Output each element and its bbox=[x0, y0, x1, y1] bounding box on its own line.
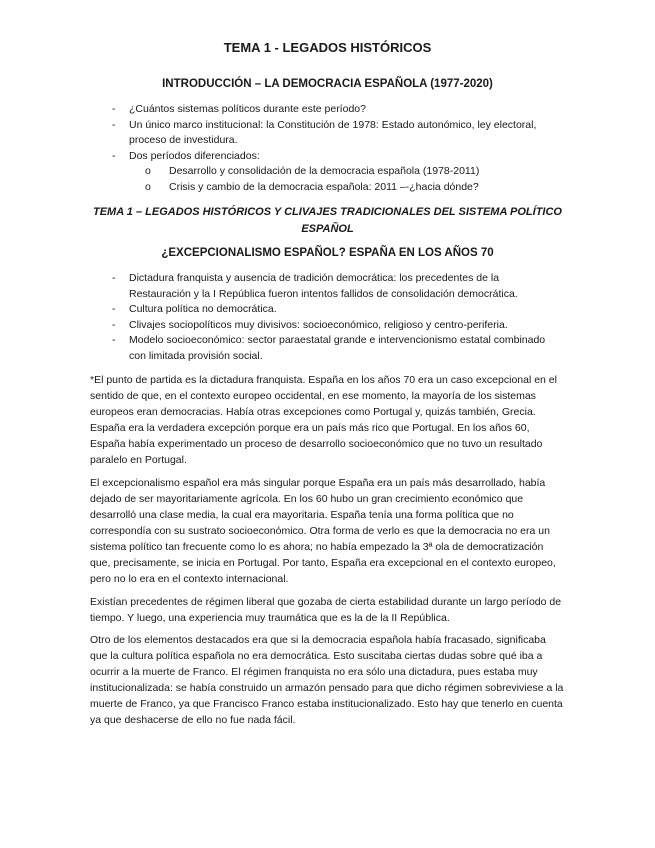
list-item bbox=[0, 149, 559, 196]
list-item-text: ¿Cuántos sistemas políticos durante este período? bbox=[129, 103, 366, 115]
dash-bullet: - bbox=[112, 318, 116, 331]
dash-bullet: - bbox=[112, 272, 116, 284]
list-item bbox=[0, 102, 559, 118]
paragraph: Otro de los elementos destacados era que si la democracia española había fracasado, significaba que la cultura política española no era democrática. Esto suscitaba ciertas dudas sobre qué iba a ocurrir a la muerte de Franco. El régimen franquista no era sólo una dictadura, pues estaba muy institucionalizada: se había construido un armazón pensado para que dicho régimen sobreviviese a la muerte de Franco, ya que Francisco Franco estaba institucionalizado. Esto hay que tenerlo en cuenta ya que deshacerse de ello no fue nada fácil. bbox=[90, 634, 564, 726]
sub-list-item bbox=[145, 180, 559, 196]
list-item-text: Clivajes sociopolíticos muy divisivos: socioeconómico, religioso y centro-periferia. bbox=[129, 318, 508, 331]
list-item bbox=[0, 118, 559, 149]
list-item-text: Dos períodos diferenciados: bbox=[129, 149, 260, 162]
main-list bbox=[0, 271, 559, 364]
document-title: TEMA 1 - LEGADOS HISTÓRICOS bbox=[223, 40, 432, 55]
paragraph: El excepcionalismo español era más singular porque España era un país más desarrollado, había dejado de ser mayoritariamente agrícola. En los 60 hubo un gran crecimiento económico que desarrolló una clase media, la cual era mayoritaria. España tenía una forma política que no correspondía con su sustrato socioeconómico. Otra forma de verlo es que la democracia no era un sistema político tan frecuente como lo es ahora; no había empezado la 3ª ola de democratización que, precisamente, se inicia en Portugal. Por tanto, España era excepcional en el contexto europeo, pero no lo era en el contexto internacional. bbox=[90, 477, 556, 585]
tema-heading: TEMA 1 – LEGADOS HISTÓRICOS Y CLIVAJES TRADICIONALES DEL SISTEMA POLÍTICO ESPAÑOL bbox=[93, 206, 562, 235]
list-item bbox=[0, 333, 559, 364]
list-item-text: Modelo socioeconómico: sector paraestatal grande e intervencionismo estatal combinado con limitada provisión social. bbox=[129, 334, 546, 362]
dash-bullet: - bbox=[112, 103, 116, 115]
intro-list bbox=[0, 102, 559, 195]
sub-list-item-text: Desarrollo y consolidación de la democracia española (1978-2011) bbox=[169, 165, 480, 177]
dash-bullet: - bbox=[112, 303, 116, 315]
dash-bullet: - bbox=[112, 118, 116, 131]
sub-list-item bbox=[145, 164, 559, 180]
list-item bbox=[0, 318, 559, 334]
sub-list-item-text: Crisis y cambio de la democracia española: 2011 –-¿hacia dónde? bbox=[169, 180, 479, 193]
paragraph: *El punto de partida es la dictadura franquista. España en los años 70 era un caso excepcional en el sentido de que, en el contexto europeo occidental, en ese momento, la mayoría de los sistemas europeos eran democracias. Había otras excepciones como Portugal y, quizás también, Grecia. España era la verdadera excepción porque era un país más rico que Portugal. En los años 60, España había experimentado un proceso de desarrollo socioeconómico que no tuvo un resultado paralelo en Portugal. bbox=[90, 374, 557, 466]
list-item-text: Cultura política no democrática. bbox=[129, 303, 277, 315]
list-item bbox=[0, 271, 559, 302]
intro-heading: INTRODUCCIÓN – LA DEMOCRACIA ESPAÑOLA (1977-2020) bbox=[162, 78, 493, 90]
sub-list bbox=[129, 164, 559, 195]
dash-bullet: - bbox=[112, 149, 116, 162]
dash-bullet: - bbox=[112, 334, 116, 346]
paragraph: Existían precedentes de régimen liberal que gozaba de cierta estabilidad durante un largo período de tiempo. Y luego, una experiencia muy traumática que es la de la II República. bbox=[90, 596, 562, 624]
excepcionalismo-heading: ¿EXCEPCIONALISMO ESPAÑOL? ESPAÑA EN LOS AÑOS 70 bbox=[161, 247, 494, 259]
list-item bbox=[0, 302, 559, 318]
list-item-text: Dictadura franquista y ausencia de tradición democrática: los precedentes de la Restauración y la I República fueron intentos fallidos de consolidación democrática. bbox=[129, 272, 518, 300]
circle-bullet: o bbox=[145, 180, 151, 193]
list-item-text: Un único marco institucional: la Constitución de 1978: Estado autonómico, ley electoral, proceso de investidura. bbox=[129, 118, 537, 146]
circle-bullet: o bbox=[145, 165, 151, 177]
